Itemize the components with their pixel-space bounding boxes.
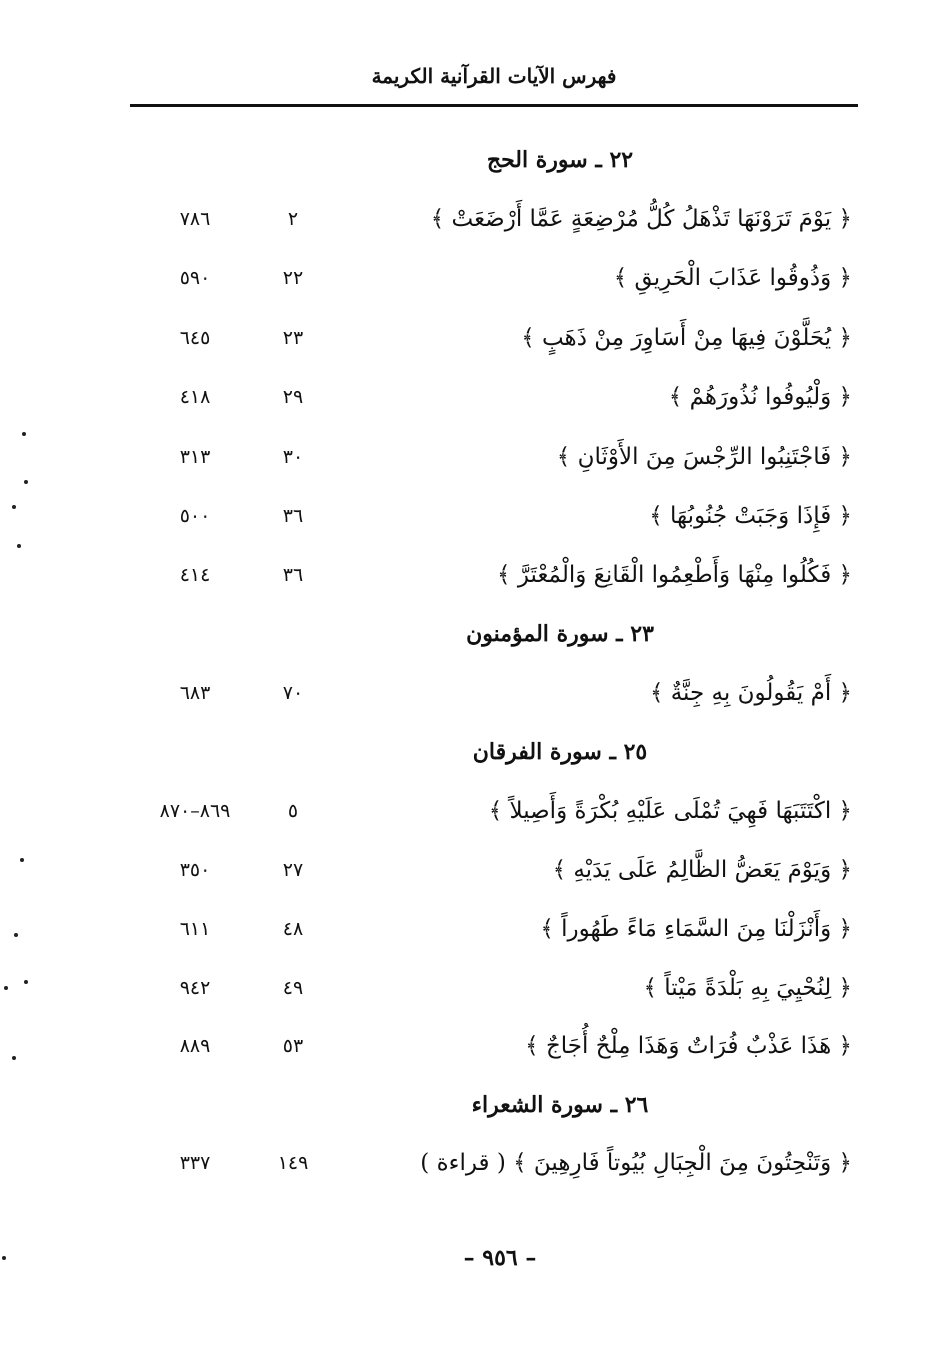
ayah-number: ٣٠ bbox=[282, 446, 304, 468]
page-reference: ٦٤٥ bbox=[179, 327, 211, 349]
verse-text: ﴿ وَذُوقُوا عَذَابَ الْحَرِيقِ ﴾ bbox=[613, 265, 852, 291]
scan-speck bbox=[17, 544, 21, 548]
page-reference: ٥٠٠ bbox=[179, 505, 211, 527]
verse-text: ﴿ يُحَلَّوْنَ فِيهَا مِنْ أَسَاوِرَ مِنْ ذَهَبٍ ﴾ bbox=[521, 325, 852, 351]
index-entry bbox=[0, 791, 932, 831]
page-reference: ٦٨٣ bbox=[179, 682, 211, 704]
scan-speck bbox=[14, 933, 18, 937]
page-reference: ٧٨٦ bbox=[179, 208, 211, 230]
page-reference: ٨٦٩–٨٧٠ bbox=[159, 800, 231, 822]
scan-speck bbox=[24, 980, 28, 984]
page-reference: ٥٩٠ bbox=[179, 267, 211, 289]
ayah-number: ٣٦ bbox=[282, 505, 304, 527]
index-entry bbox=[0, 909, 932, 949]
index-entry bbox=[0, 437, 932, 477]
page-reference: ٦١١ bbox=[179, 918, 211, 940]
page-reference: ٩٤٢ bbox=[179, 977, 211, 999]
page-reference: ٣٣٧ bbox=[179, 1152, 211, 1174]
page-reference: ٤١٨ bbox=[179, 386, 211, 408]
scan-speck bbox=[2, 1256, 6, 1260]
ayah-number: ٧٠ bbox=[282, 682, 304, 704]
index-entry bbox=[0, 258, 932, 298]
verse-text: ﴿ وَيَوْمَ يَعَضُّ الظَّالِمُ عَلَى يَدَيْهِ ﴾ bbox=[552, 857, 852, 883]
ayah-number: ٢٣ bbox=[282, 327, 304, 349]
verse-text: ﴿ أَمْ يَقُولُونَ بِهِ جِنَّةٌ ﴾ bbox=[649, 680, 852, 706]
verse-text: ﴿ وَتَنْحِتُونَ مِنَ الْجِبَالِ بُيُوتاً فَارِهِينَ ﴾ ( قراءة ) bbox=[420, 1150, 852, 1176]
index-entry bbox=[0, 199, 932, 239]
page-reference: ٤١٤ bbox=[179, 564, 211, 586]
surah-heading-al-hajj: ٢٢ ـ سورة الحج bbox=[486, 147, 634, 173]
ayah-number: ٥ bbox=[287, 800, 299, 822]
verse-text: ﴿ فَاجْتَنِبُوا الرِّجْسَ مِنَ الأَوْثَانِ ﴾ bbox=[556, 444, 852, 470]
scan-speck bbox=[4, 986, 8, 990]
ayah-number: ١٤٩ bbox=[277, 1152, 309, 1174]
index-entry bbox=[0, 673, 932, 713]
ayah-number: ٢ bbox=[287, 208, 299, 230]
index-entry bbox=[0, 496, 932, 536]
ayah-number: ٥٣ bbox=[282, 1035, 304, 1057]
page-number: – ٩٥٦ – bbox=[463, 1245, 537, 1271]
index-entry bbox=[0, 318, 932, 358]
verse-text: ﴿ اكْتَتَبَهَا فَهِيَ تُمْلَى عَلَيْهِ بُكْرَةً وَأَصِيلاً ﴾ bbox=[488, 798, 852, 824]
surah-heading-al-muminun: ٢٣ ـ سورة المؤمنون bbox=[466, 621, 654, 647]
index-entry bbox=[0, 377, 932, 417]
index-entry bbox=[0, 850, 932, 890]
scan-speck bbox=[12, 505, 16, 509]
page-reference: ٣٥٠ bbox=[179, 859, 211, 881]
running-head: فهرس الآيات القرآنية الكريمة bbox=[371, 64, 617, 88]
verse-text: ﴿ فَإِذَا وَجَبَتْ جُنُوبُهَا ﴾ bbox=[649, 503, 852, 529]
scan-speck bbox=[20, 858, 24, 862]
page-reference: ٨٨٩ bbox=[179, 1035, 211, 1057]
ayah-number: ٤٨ bbox=[282, 918, 304, 940]
index-entry bbox=[0, 1026, 932, 1066]
verse-text: ﴿ وَأَنْزَلْنَا مِنَ السَّمَاءِ مَاءً طَهُوراً ﴾ bbox=[540, 916, 852, 942]
scan-speck bbox=[12, 1056, 16, 1060]
ayah-number: ٣٦ bbox=[282, 564, 304, 586]
scan-speck bbox=[22, 432, 26, 436]
page-reference: ٣١٣ bbox=[179, 446, 211, 468]
ayah-number: ٢٧ bbox=[282, 859, 304, 881]
verse-text: ﴿ يَوْمَ تَرَوْنَهَا تَذْهَلُ كُلُّ مُرْضِعَةٍ عَمَّا أَرْضَعَتْ ﴾ bbox=[430, 206, 852, 232]
verse-text: ﴿ وَلْيُوفُوا نُذُورَهُمْ ﴾ bbox=[668, 384, 852, 410]
verse-text: ﴿ هَذَا عَذْبٌ فُرَاتٌ وَهَذَا مِلْحٌ أُجَاجٌ ﴾ bbox=[525, 1033, 852, 1059]
index-entry bbox=[0, 968, 932, 1008]
header-rule bbox=[130, 104, 858, 107]
verse-text: ﴿ لِنُحْيِيَ بِهِ بَلْدَةً مَيْتاً ﴾ bbox=[643, 975, 852, 1001]
surah-heading-al-furqan: ٢٥ ـ سورة الفرقان bbox=[472, 739, 648, 765]
surah-heading-ash-shuara: ٢٦ ـ سورة الشعراء bbox=[471, 1092, 649, 1118]
verse-text: ﴿ فَكُلُوا مِنْهَا وَأَطْعِمُوا الْقَانِعَ وَالْمُعْتَرَّ ﴾ bbox=[497, 562, 852, 588]
ayah-number: ٢٩ bbox=[282, 386, 304, 408]
index-entry bbox=[0, 1143, 932, 1183]
ayah-number: ٤٩ bbox=[282, 977, 304, 999]
index-entry bbox=[0, 555, 932, 595]
ayah-number: ٢٢ bbox=[282, 267, 304, 289]
scan-speck bbox=[24, 480, 28, 484]
